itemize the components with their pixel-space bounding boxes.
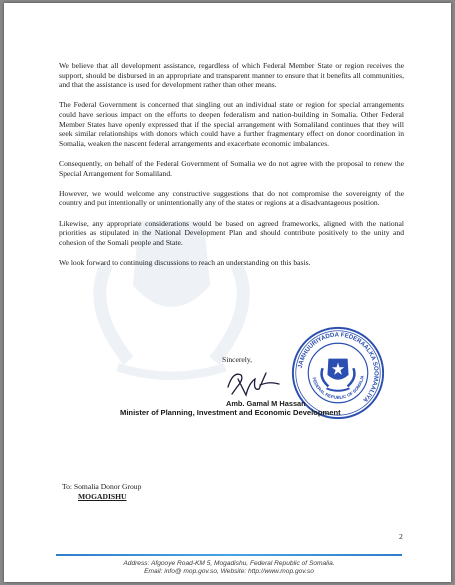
paragraph: However, we would welcome any constructive suggestions that do not compromise the sovereignty of the country and put intentionally or unintentionally any of the states or regions at a disadvantageous position.	[59, 188, 404, 208]
signer-name: Amb. Gamal M Hassan	[226, 399, 306, 408]
recipient	[62, 482, 141, 502]
closing: Sincerely,	[222, 355, 253, 364]
paragraph: We look forward to continuing discussions to reach an understanding on this basis.	[59, 257, 311, 267]
recipient-line: To: Somalia Donor Group	[62, 482, 142, 491]
signature-icon	[224, 365, 284, 399]
footer-contact: Email: info@ mop.gov.so, Website: http://www.mop.gov.so	[144, 568, 314, 576]
footer-divider	[56, 554, 402, 556]
letter-body	[59, 61, 404, 278]
svg-text:FEDERAL REPUBLIC OF SOMALIA: FEDERAL REPUBLIC OF SOMALIA	[311, 374, 365, 400]
paragraph: The Federal Government is concerned that singling out an individual state or region for special arrangements could have serious impact on the efforts to deepen federalism and nation-building in Somalia. Other Federal Member States have openly expressed that if the special arrangement with Somaliland continues that they will seek similar relationships with donors which could have a further fragmentary effect on donor coordination in Somalia, weaken the nascent federal arrangements and exacerbate economic imbalances.	[59, 100, 404, 148]
paragraph: Consequently, on behalf of the Federal Government of Somalia we do not agree with the proposal to renew the Special Arrangement for Somaliland.	[59, 158, 404, 178]
svg-text:JAMHUURIYADDA FEDERAALKA SOOMA: JAMHUURIYADDA FEDERAALKA SOOMAALIYA	[296, 331, 380, 404]
paragraph: We believe that all development assistance, regardless of which Federal Member State or region receives the support, should be disbursed in an appropriate and transparent manner to ensure that it benefits all communities, and that the assistance is used for development rather than other means.	[59, 61, 404, 90]
page-number: 2	[399, 532, 403, 541]
footer-address: Address: Afgooye Road-KM 5, Mogadishu, Federal Republic of Somalia.	[123, 560, 335, 567]
footer	[56, 560, 402, 577]
paragraph: Likewise, any appropriate considerations would be based on agreed frameworks, aligned with the national priorities as stipulated in the National Development Plan and should contribute positively to the unity and cohesion of the Somali people and State.	[59, 218, 404, 247]
letter-page	[4, 3, 451, 582]
recipient-city: MOGADISHU	[78, 492, 127, 501]
signer-title: Minister of Planning, Investment and Economic Development	[120, 408, 341, 417]
